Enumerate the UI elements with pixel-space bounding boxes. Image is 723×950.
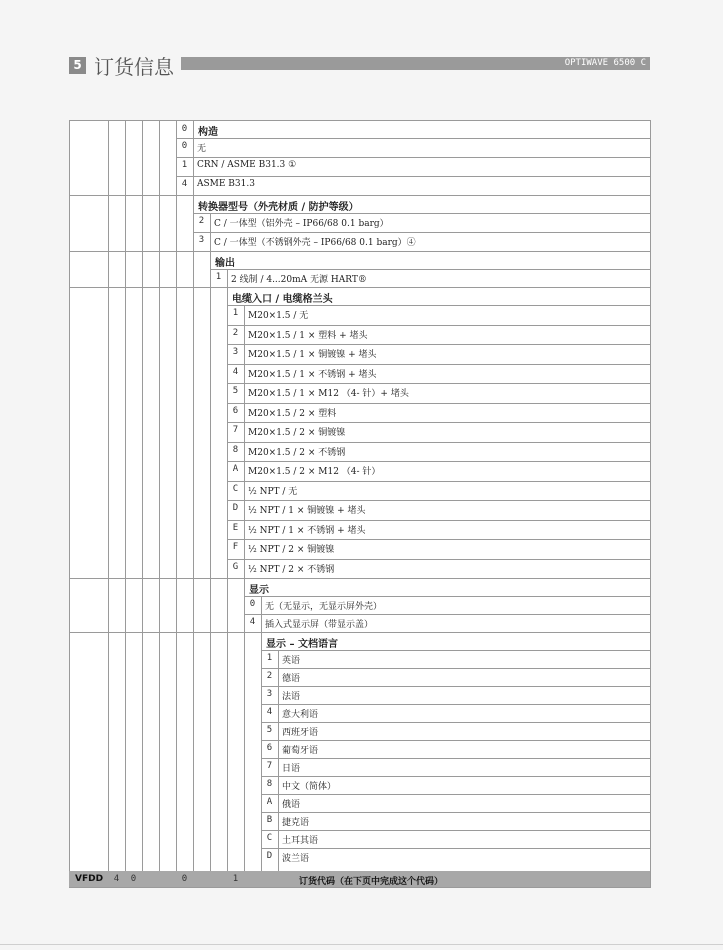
option-label: 2 线制 / 4...20mA 无源 HART® — [231, 275, 367, 285]
option-code: 5 — [266, 725, 273, 735]
option-code: 8 — [266, 779, 273, 789]
column-divider — [142, 120, 143, 887]
section-divider — [69, 287, 650, 288]
option-code: 3 — [232, 347, 239, 357]
option-divider — [261, 650, 650, 651]
option-label: 日语 — [282, 764, 301, 774]
option-label: 土耳其语 — [282, 836, 319, 846]
option-label: 英语 — [282, 656, 301, 666]
option-divider — [244, 596, 650, 597]
section-title: 转换器型号（外壳材质 / 防护等级） — [198, 202, 359, 213]
option-code: 1 — [266, 653, 273, 663]
option-code: B — [266, 815, 273, 825]
option-code: 4 — [249, 617, 256, 627]
option-divider — [176, 157, 650, 158]
option-code: 4 — [181, 178, 188, 189]
header-bar — [181, 57, 650, 70]
option-label: ½ NPT / 2 × 铜镀镍 — [248, 545, 335, 555]
option-divider — [261, 830, 650, 831]
section-divider — [69, 578, 650, 579]
option-label: CRN / ASME B31.3 ① — [197, 159, 297, 170]
option-divider — [227, 422, 650, 423]
section-divider — [69, 120, 650, 121]
option-label: M20×1.5 / 2 × 铜镀镍 — [248, 428, 346, 438]
option-label: M20×1.5 / 1 × 塑料 + 堵头 — [248, 330, 368, 341]
option-code: F — [232, 542, 239, 552]
section-divider — [69, 632, 650, 633]
product-name: OPTIWAVE 6500 C — [564, 58, 646, 68]
option-code: C — [266, 833, 273, 843]
option-divider — [227, 520, 650, 521]
option-divider — [210, 269, 650, 270]
option-divider — [176, 176, 650, 177]
option-code: E — [232, 522, 239, 533]
option-label: M20×1.5 / 2 × 不锈钢 — [248, 447, 346, 458]
option-divider — [227, 344, 650, 345]
option-code: D — [266, 851, 273, 861]
option-divider — [227, 481, 650, 482]
option-code: 7 — [266, 761, 273, 771]
option-divider — [176, 138, 650, 139]
option-label: ½ NPT / 无 — [248, 486, 298, 497]
option-divider — [227, 500, 650, 501]
option-divider — [227, 559, 650, 560]
option-divider — [261, 722, 650, 723]
page-bottom-rule — [0, 944, 723, 945]
option-label: C / 一体型（不锈钢外壳 – IP66/68 0.1 barg）④ — [214, 237, 416, 248]
option-label: 俄语 — [282, 800, 301, 810]
footer-label: 订货代码（在下页中完成这个代码） — [299, 877, 444, 887]
option-divider — [261, 686, 650, 687]
option-code: 1 — [215, 272, 222, 282]
table-right-border — [650, 120, 651, 888]
page-title: 订货信息 — [94, 55, 174, 79]
option-divider — [261, 848, 650, 849]
option-code: 6 — [266, 743, 273, 753]
option-label: M20×1.5 / 2 × 塑料 — [248, 408, 337, 419]
footer-code: 1 — [232, 874, 239, 884]
option-label: 插入式显示屏（带显示盖） — [265, 620, 374, 630]
column-divider — [176, 120, 177, 887]
option-label: ASME B31.3 — [197, 178, 255, 189]
option-label: 德语 — [282, 674, 301, 684]
column-divider — [210, 251, 211, 887]
option-divider — [227, 305, 650, 306]
option-label: 无（无显示，无显示屏外壳） — [265, 602, 383, 612]
option-label: ½ NPT / 1 × 铜镀镍 + 堵头 — [248, 506, 366, 516]
option-divider — [261, 758, 650, 759]
option-divider — [193, 232, 650, 233]
section-title: 电缆入口 / 电缆格兰头 — [232, 294, 333, 305]
option-label: M20×1.5 / 无 — [248, 311, 309, 321]
option-divider — [227, 383, 650, 384]
option-divider — [227, 364, 650, 365]
option-divider — [244, 614, 650, 615]
option-code: 4 — [232, 366, 239, 377]
section-divider — [69, 195, 650, 196]
column-divider — [227, 287, 228, 887]
option-divider — [261, 704, 650, 705]
column-divider — [193, 195, 194, 887]
option-label: 西班牙语 — [282, 728, 319, 738]
option-code: A — [232, 464, 239, 474]
section-divider — [69, 251, 650, 252]
option-label: C / 一体型（铝外壳 – IP66/68 0.1 barg） — [214, 219, 389, 229]
option-code: A — [266, 797, 273, 807]
option-label: 法语 — [282, 692, 301, 702]
option-code: 6 — [232, 405, 239, 416]
option-code: C — [232, 483, 239, 494]
option-divider — [261, 740, 650, 741]
option-divider — [227, 539, 650, 540]
option-divider — [193, 213, 650, 214]
section-title: 输出 — [215, 258, 235, 269]
option-code: G — [232, 561, 239, 572]
footer-code: 0 — [130, 874, 137, 884]
section-prefix-code: 0 — [181, 124, 188, 134]
table-left-border — [69, 120, 70, 887]
option-divider — [227, 461, 650, 462]
option-code: 3 — [198, 234, 205, 245]
option-code: 7 — [232, 425, 239, 435]
option-label: 捷克语 — [282, 818, 310, 828]
option-label: M20×1.5 / 1 × M12 （4- 针）+ 堵头 — [248, 389, 409, 399]
option-label: 波兰语 — [282, 854, 310, 864]
option-divider — [227, 325, 650, 326]
option-label: ½ NPT / 1 × 不锈钢 + 堵头 — [248, 525, 366, 536]
option-code: 3 — [266, 689, 273, 699]
option-code: 4 — [266, 707, 273, 717]
option-divider — [261, 812, 650, 813]
footer-code: 4 — [113, 874, 120, 884]
column-divider — [125, 120, 126, 887]
option-label: 葡萄牙语 — [282, 746, 319, 756]
option-code: 2 — [198, 216, 205, 226]
order-code-table — [69, 120, 650, 887]
option-label: 中文（简体） — [282, 782, 337, 792]
section-title: 显示 — [249, 585, 269, 596]
option-divider — [227, 403, 650, 404]
option-divider — [261, 794, 650, 795]
option-divider — [261, 668, 650, 669]
option-code: 1 — [232, 308, 239, 318]
option-code: 1 — [181, 159, 188, 170]
option-label: M20×1.5 / 1 × 铜镀镍 + 堵头 — [248, 350, 377, 360]
option-label: 意大利语 — [282, 710, 319, 720]
table-bottom-border — [69, 887, 650, 888]
footer-code: 0 — [181, 874, 188, 884]
option-divider — [261, 776, 650, 777]
option-label: ½ NPT / 2 × 不锈钢 — [248, 564, 335, 575]
section-title: 显示 – 文档语言 — [266, 639, 338, 650]
option-code: 0 — [249, 599, 256, 609]
section-title: 构造 — [198, 127, 218, 138]
option-code: D — [232, 503, 239, 513]
option-code: 5 — [232, 386, 239, 396]
option-code: 2 — [232, 327, 239, 338]
option-code: 0 — [181, 141, 188, 151]
option-code: 2 — [266, 671, 273, 681]
option-code: 8 — [232, 444, 239, 455]
option-divider — [227, 442, 650, 443]
option-label: M20×1.5 / 1 × 不锈钢 + 堵头 — [248, 369, 377, 380]
option-label: 无 — [197, 144, 207, 154]
footer-model: VFDD — [75, 874, 104, 884]
column-divider — [108, 120, 109, 887]
section-number: 5 — [69, 57, 86, 74]
option-label: M20×1.5 / 2 × M12 （4- 针） — [248, 467, 381, 477]
column-divider — [159, 120, 160, 887]
